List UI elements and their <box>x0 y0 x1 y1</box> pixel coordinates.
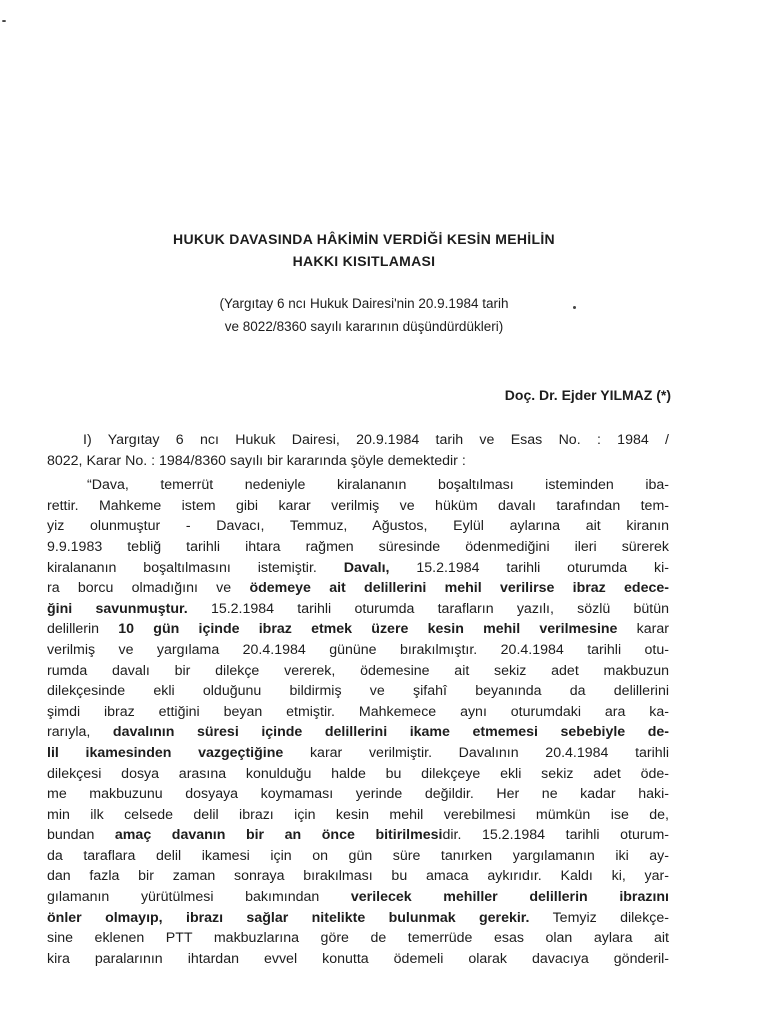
paragraph-2-quotation <box>47 475 669 969</box>
text-line <box>47 661 669 682</box>
text-line <box>47 928 669 949</box>
text-segment: 15.2.1984 tarihli oturumda tarafların yazılı, sözlü bütün <box>187 600 669 617</box>
text-segment: 9.9.1983 tebliğ tarihli ihtara rağmen süresinde ödenmediğini ileri sürerek <box>47 538 669 555</box>
bold-text-segment: davalının süresi içinde delillerini ikame etmemesi sebebiyle de- <box>112 724 669 741</box>
text-line <box>47 578 669 599</box>
text-line <box>47 599 669 620</box>
author-line: Doç. Dr. Ejder YILMAZ (*) <box>504 387 671 403</box>
text-line <box>47 908 669 929</box>
body-text <box>47 430 669 969</box>
text-segment: gılamanın yürütülmesi bakımından <box>47 889 351 906</box>
text-line <box>47 764 669 785</box>
text-line: I) Yargıtay 6 ncı Hukuk Dairesi, 20.9.1984 tarih ve Esas No. : 1984 / <box>83 432 669 448</box>
text-line <box>47 702 669 723</box>
text-segment: delillerin <box>47 621 119 638</box>
text-segment: “Dava, temerrüt nedeniyle kiralananın boşaltılması isteminden iba- <box>87 477 669 494</box>
document-subtitle-line-1: (Yargıtay 6 ncı Hukuk Dairesi'nin 20.9.1984 tarih <box>219 296 509 311</box>
text-line <box>47 887 669 908</box>
text-line <box>47 619 669 640</box>
text-line <box>47 537 669 558</box>
bold-text-segment: lil ikamesinden vazgeçtiğine <box>47 744 284 761</box>
text-segment: me makbuzunu dosyaya koymaması yerinde değildir. Her ne kadar haki- <box>47 786 669 803</box>
text-segment: kira paralarının ihtardan evvel konutta ödemeli olarak davacıya gönderil- <box>47 950 669 967</box>
text-segment: da taraflara delil ikamesi için on gün süre tanırken yargılamanın iki ay- <box>47 847 669 864</box>
text-segment: sine eklenen PTT makbuzlarına göre de temerrüde esas olan aylara ait <box>47 930 669 947</box>
text-line <box>47 496 669 517</box>
text-segment: verilmiş ve yargılama 20.4.1984 gününe bırakılmıştır. 20.4.1984 tarihli otu- <box>47 641 669 658</box>
text-segment: şimdi ibraz ettiğini beyan etmiştir. Mahkemece aynı oturumdaki ara ka- <box>47 703 669 720</box>
scan-speck <box>573 306 576 309</box>
text-segment: rettir. Mahkeme istem gibi karar verilmiş ve hüküm davalı tarafından tem- <box>47 497 669 514</box>
text-segment: karar <box>617 621 669 638</box>
text-line <box>47 784 669 805</box>
text-segment: Temyiz dilekçe- <box>529 909 669 926</box>
text-segment: ra borcu olmadığını ve <box>47 580 250 597</box>
text-segment: dilekçesinde ekli olduğunu bildirmiş ve şifahî beyanında da delillerini <box>47 683 669 700</box>
text-line <box>47 558 669 579</box>
text-line <box>47 805 669 826</box>
text-line <box>47 846 669 867</box>
text-segment: yiz olunmuştur - Davacı, Temmuz, Ağustos, Eylül aylarına ait kiranın <box>47 518 669 535</box>
text-segment: 15.2.1984 tarihli oturumda ki- <box>389 559 669 576</box>
bold-text-segment: 10 gün içinde ibraz etmek üzere kesin mehil verilmesine <box>118 621 618 638</box>
text-line <box>47 516 669 537</box>
document-title-line-2: HAKKI KISITLAMASI <box>292 253 436 269</box>
bold-text-segment: verilecek mehiller delillerin ibrazını <box>350 889 669 906</box>
bold-text-segment: amaç davanın bir an önce bitirilmesi <box>114 827 443 844</box>
text-line <box>47 949 669 970</box>
text-line <box>47 722 669 743</box>
text-segment: bundan <box>47 827 115 844</box>
bold-text-segment: önler olmayıp, ibrazı sağlar nitelikte bulunmak gerekir. <box>47 909 530 926</box>
scan-speck <box>2 20 6 22</box>
text-line <box>47 475 669 496</box>
text-segment: dilekçesi dosya arasına konulduğu halde bu dilekçeye ekli sekiz adet ödе- <box>47 765 669 782</box>
bold-text-segment: ödemeye ait delillerini mehil verilirse ibraz edece- <box>249 580 669 597</box>
bold-text-segment: ğini savunmuştur. <box>47 600 188 617</box>
text-line <box>47 825 669 846</box>
document-title-line-1: HUKUK DAVASINDA HÂKİMİN VERDİĞİ KESİN MEHİLİN <box>173 231 555 247</box>
text-segment: dir. 15.2.1984 tarihli oturum- <box>442 827 669 844</box>
text-segment: rarıyla, <box>47 724 113 741</box>
text-segment: kiralananın boşaltılmasını istemiştir. <box>47 559 344 576</box>
text-segment: min ilk celsede delil ibrazı için kesin mehil verebilmesi mümkün ise de, <box>47 806 669 823</box>
text-line: 8022, Karar No. : 1984/8360 sayılı bir kararında şöyle demektedir : <box>47 452 466 469</box>
text-line <box>47 640 669 661</box>
text-segment: karar verilmiştir. Davalının 20.4.1984 tarihli <box>283 744 669 761</box>
paragraph-1 <box>47 430 669 471</box>
text-line <box>47 866 669 887</box>
document-subtitle-line-2: ve 8022/8360 sayılı kararının düşündürdükleri) <box>224 319 504 334</box>
text-segment: rumda davalı bir dilekçe vererek, ödemesine ait sekiz adet makbuzun <box>47 662 669 679</box>
bold-text-segment: Davalı, <box>343 559 390 576</box>
text-line <box>47 681 669 702</box>
text-segment: dan fazla bir zaman sonraya bırakılması bu amaca aykırıdır. Kaldı ki, yar- <box>47 868 669 885</box>
text-line <box>47 743 669 764</box>
